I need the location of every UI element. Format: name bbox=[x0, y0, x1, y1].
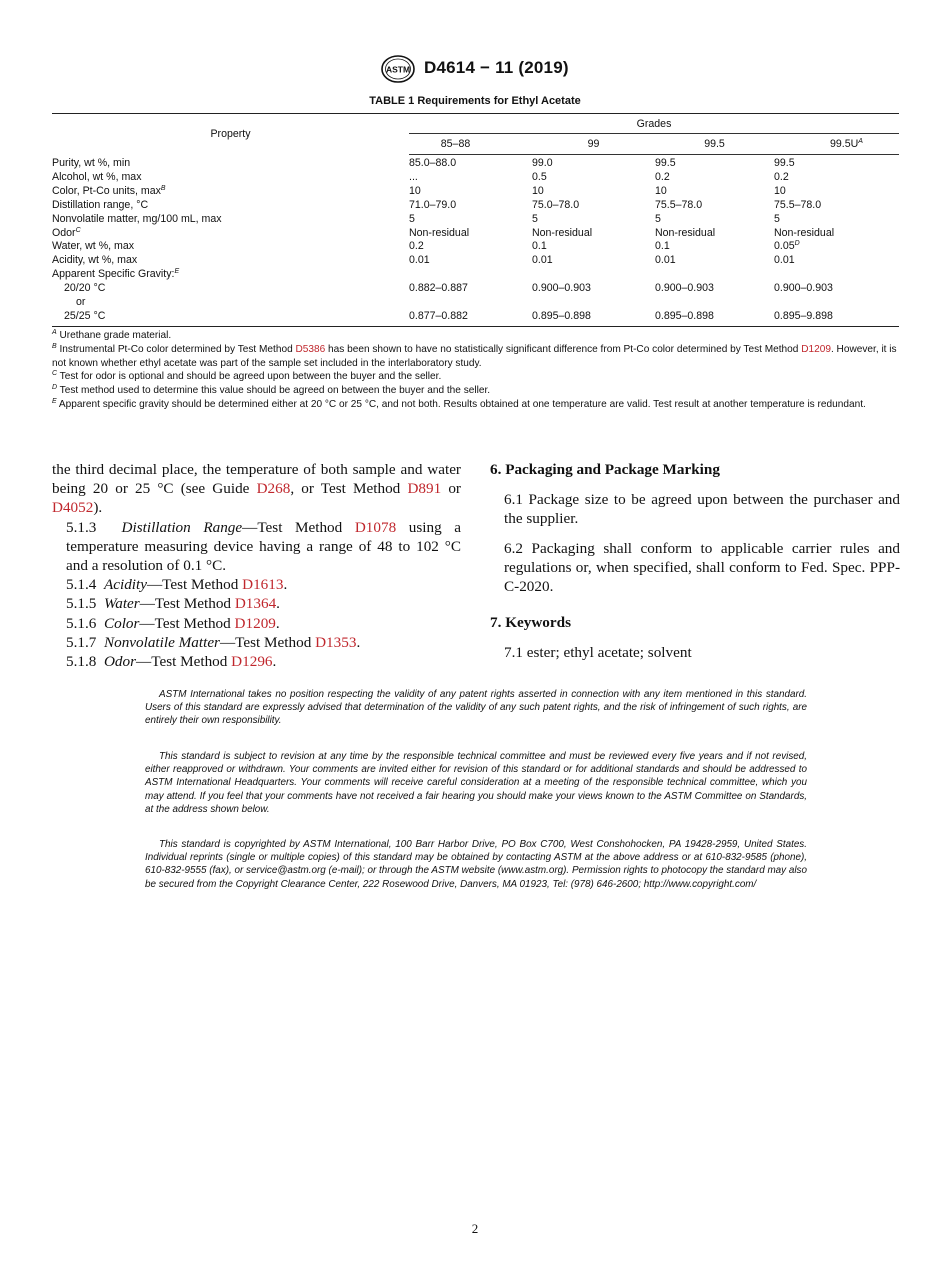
table-row: 25/25 °C 0.877–0.882 0.895–0.898 0.895–0.898 0.895–9.898 bbox=[52, 310, 899, 326]
table-row: Acidity, wt %, max 0.01 0.01 0.01 0.01 bbox=[52, 254, 795, 267]
link-d5386[interactable]: D5386 bbox=[295, 343, 326, 355]
copyright-notice: This standard is copyrighted by ASTM International, 100 Barr Harbor Drive, PO Box C700, West Conshohocken, PA 19428-2959, United States. Individual reprints (single or multiple copies) of this standard may be obtained by contacting ASTM at the above address or at 610-832-9585 (phone), 610-832-9555 (fax), or service@astm.org (e-mail); or through the ASTM website (www.astm.org). Permission rights to photocopy the standard may also be secured from the Copyright Clearance Center, 222 Rosewood Drive, Danvers, MA 01923, Tel: (978) 646-2600; http://www.copyright.com/ bbox=[145, 839, 807, 890]
footnote-d: $^D$ Test method used to determine this value should be agreed on between the buyer and the seller. bbox=[52, 384, 491, 397]
grade-col-4: $99.5U^A$ bbox=[774, 134, 899, 155]
astm-logo-icon bbox=[380, 54, 416, 84]
grades-header: Grades bbox=[636, 117, 672, 130]
table-row: Alcohol, wt %, max ... 0.5 0.2 0.2 bbox=[52, 170, 789, 183]
logo-text: ASTM bbox=[385, 64, 411, 75]
continuation-paragraph: the third decimal place, the temperature of both sample and water being 20 or 25 °C (see Guide D268, or Test Method D891 or D4052). bbox=[52, 461, 461, 517]
grade-col-1: 85–88 bbox=[409, 134, 532, 155]
table-row: Purity, wt %, min 85.0–88.0 99.0 99.5 99.5 bbox=[52, 156, 795, 169]
table-row: Distillation range, °C 71.0–79.0 75.0–78.0 75.5–78.0 75.5–78.0 bbox=[52, 198, 822, 211]
link-d1296[interactable]: D1296 bbox=[231, 653, 273, 671]
clause-7-1: 7.1 ester; ethyl acetate; solvent bbox=[504, 644, 692, 662]
grade-col-2: 99 bbox=[532, 134, 655, 155]
clause-5-1-3: 5.1.3 Distillation Range—Test Method D1078 using a temperature measuring device having a range of 48 to 102 °C and a resolution of 0.1 °C. bbox=[66, 518, 462, 575]
table-footnotes bbox=[52, 329, 900, 412]
clause-6-2: 6.2 Packaging shall conform to applicable carrier rules and regulations or, when specified, shall conform to Fed. Spec. PPP-C-2020. bbox=[504, 539, 900, 596]
clause-5-1-4: 5.1.4 Acidity—Test Method D1613. bbox=[66, 576, 288, 594]
link-d1364[interactable]: D1364 bbox=[234, 595, 277, 613]
link-d1353[interactable]: D1353 bbox=[315, 633, 357, 651]
clause-5-1-8: 5.1.8 Odor—Test Method D1296. bbox=[66, 653, 277, 671]
footnote-e: $^E$ Apparent specific gravity should be determined either at 20 °C or 25 °C, and not both. Results obtained at one temperature are valid. Test result at another temperature is redundant. bbox=[52, 397, 866, 410]
link-d1209[interactable]: D1209 bbox=[801, 343, 831, 355]
revision-notice: This standard is subject to revision at any time by the responsible technical committee and must be reviewed every five years and if not revised, either reapproved or withdrawn. Your comments are invited either for revision of this standard or for additional standards and should be addressed to ASTM International Headquarters. Your comments will receive careful consideration at a meeting of the responsible technical committee, which you may attend. If you feel that your comments have not received a fair hearing you should make your views known to the ASTM Committee on Standards, at the address shown below. bbox=[145, 751, 807, 815]
standard-designation: D4614 − 11 (2019) bbox=[424, 58, 569, 77]
footnote-b: $^B$ Instrumental Pt-Co color determined by Test Method D5386 has been shown to have no statistically significant difference from Pt-Co color determined by Test Method D1209. However, it is not known whether ethyl acetate was part of the sample set included in the interlaboratory study. bbox=[52, 342, 897, 369]
table-row: Odor$^C$ Non-residual Non-residual Non-residual Non-residual bbox=[52, 226, 835, 239]
link-d4052[interactable]: D4052 bbox=[52, 499, 94, 517]
table-row: or bbox=[76, 296, 86, 309]
footnote-c: $^C$ Test for odor is optional and should be agreed upon between the buyer and the seller. bbox=[52, 370, 442, 383]
table-row: 20/20 °C 0.882–0.887 0.900–0.903 0.900–0.903 0.900–0.903 bbox=[64, 282, 833, 295]
clause-6-1: 6.1 Package size to be agreed upon between the purchaser and the supplier. bbox=[504, 491, 900, 528]
section-7-heading: 7. Keywords bbox=[490, 614, 571, 632]
link-d891[interactable]: D891 bbox=[407, 480, 442, 498]
clause-5-1-5: 5.1.5 Water—Test Method D1364. bbox=[66, 595, 280, 613]
link-d1209-2[interactable]: D1209 bbox=[234, 614, 276, 632]
link-d268[interactable]: D268 bbox=[256, 480, 291, 498]
clause-5-1-7: 5.1.7 Nonvolatile Matter—Test Method D1353. bbox=[66, 633, 361, 651]
link-d1613[interactable]: D1613 bbox=[242, 576, 284, 594]
table-row: Apparent Specific Gravity:$^E$ bbox=[52, 268, 180, 281]
requirements-table bbox=[52, 113, 899, 327]
clause-5-1-6: 5.1.6 Color—Test Method D1209. bbox=[66, 614, 280, 632]
left-column bbox=[52, 460, 461, 671]
page-header bbox=[0, 56, 950, 82]
link-d1078[interactable]: D1078 bbox=[354, 518, 397, 536]
table-row: Water, wt %, max 0.2 0.1 0.1 $0.05^D$ bbox=[52, 240, 800, 253]
table-caption: TABLE 1 Requirements for Ethyl Acetate bbox=[369, 95, 581, 107]
section-6-heading: 6. Packaging and Package Marking bbox=[490, 461, 720, 478]
right-column bbox=[490, 460, 900, 663]
page-number: 2 bbox=[471, 1221, 479, 1236]
patent-notice: ASTM International takes no position respecting the validity of any patent rights asserted in connection with any item mentioned in this standard. Users of this standard are expressly advised that determination of the validity of any such patent rights, and the risk of infringement of such rights, are entirely their own responsibility. bbox=[145, 689, 807, 727]
table-row: Nonvolatile matter, mg/100 mL, max 5 5 5 5 bbox=[52, 212, 780, 225]
grade-col-3: 99.5 bbox=[655, 134, 774, 155]
table-row: Color, Pt-Co units, $\max^B$ 10 10 10 10 bbox=[52, 184, 786, 197]
footnote-a: $^A$ Urethane grade material. bbox=[52, 329, 172, 341]
table-body bbox=[52, 155, 899, 327]
property-header: Property bbox=[210, 128, 251, 141]
